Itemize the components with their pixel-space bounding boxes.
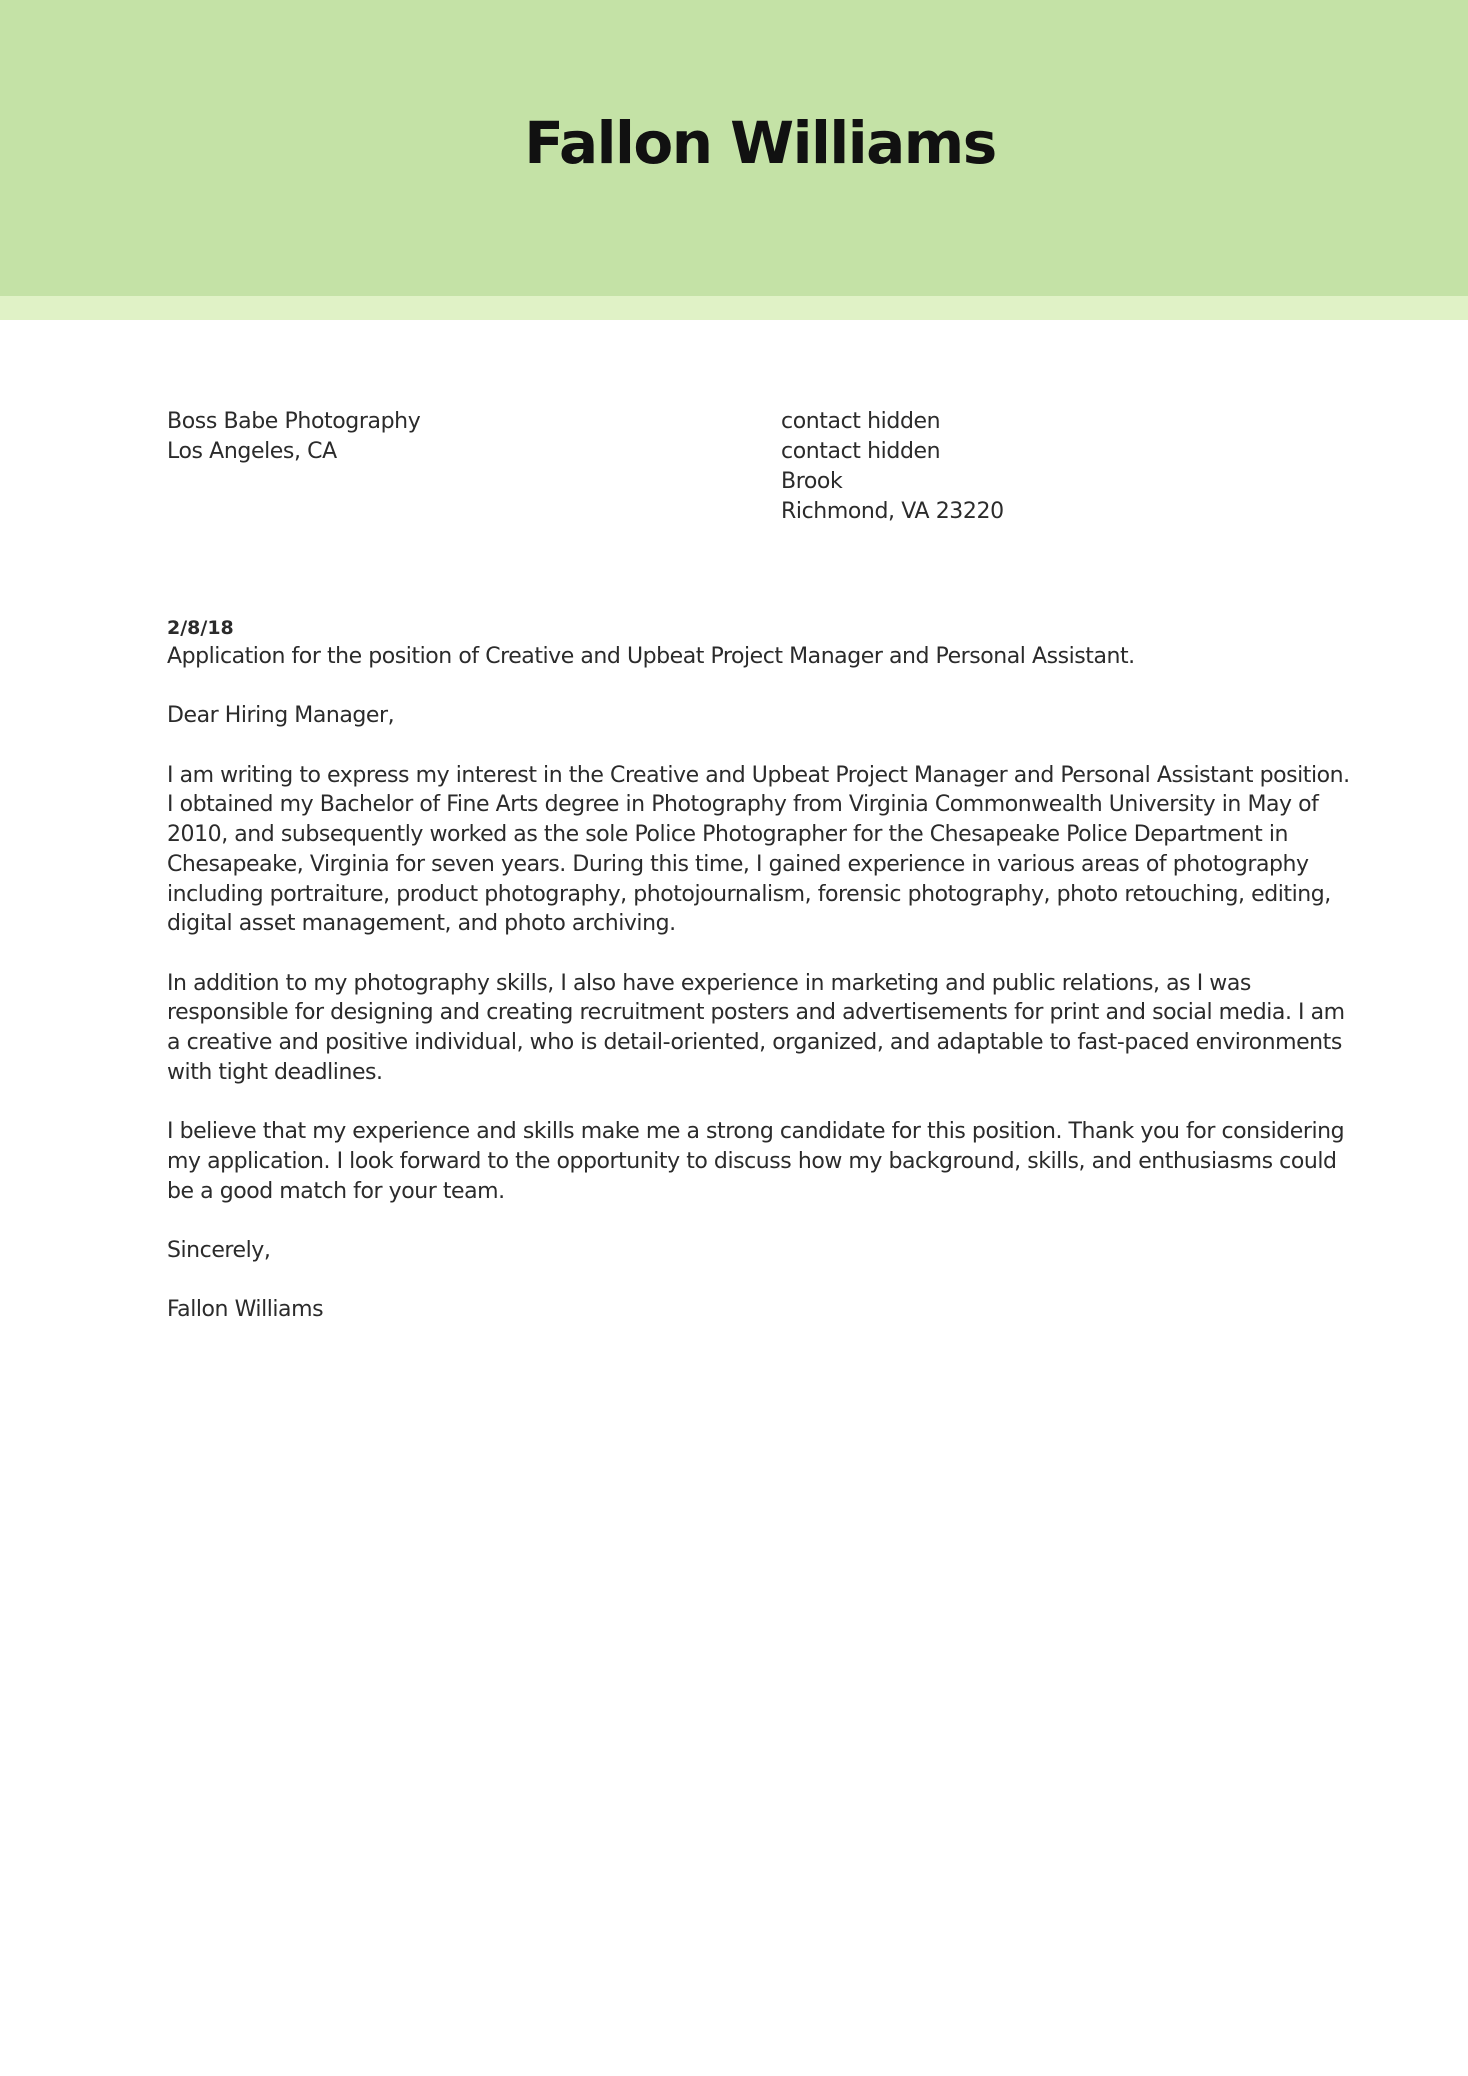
sender-city-state-zip: Richmond, VA 23220 — [781, 499, 1004, 524]
sender-street: Brook — [781, 469, 843, 494]
letter-closing: Sincerely, — [167, 1237, 271, 1263]
letter-body — [167, 614, 1357, 1325]
recipient-company: Boss Babe Photography — [167, 409, 421, 434]
sender-address — [781, 407, 1004, 527]
recipient-location: Los Angeles, CA — [167, 439, 337, 464]
letter-date: 2/8/18 — [167, 617, 234, 639]
sender-contact-1: contact hidden — [781, 409, 941, 434]
letter-paragraph-3: I believe that my experience and skills make me a strong candidate for this position. Thank you for considering my application. I look forward to the opportunity to discuss how my background, skills, and enthusiasms could be a good match for your team. — [167, 1119, 1345, 1204]
letter-paragraph-1: I am writing to express my interest in the Creative and Upbeat Project Manager and Personal Assistant position. I obtained my Bachelor of Fine Arts degree in Photography from Virginia Commonwealth University in May of 2010, and subsequently worked as the sole Police Photographer for the Chesapeake Police Department in Chesapeake, Virginia for seven years. During this time, I gained experience in various areas of photography including portraiture, product photography, photojournalism, forensic photography, photo retouching, editing, digital asset management, and photo archiving. — [167, 762, 1350, 937]
letter-salutation: Dear Hiring Manager, — [167, 703, 395, 729]
applicant-name-title: Fallon Williams — [524, 109, 996, 177]
letter-signature: Fallon Williams — [167, 1297, 324, 1323]
header-accent-strip — [0, 296, 1468, 320]
letter-subject: Application for the position of Creative and Upbeat Project Manager and Personal Assistant. — [167, 644, 1135, 669]
header-band — [0, 0, 1468, 296]
sender-contact-2: contact hidden — [781, 439, 941, 464]
recipient-address — [167, 407, 420, 467]
letter-paragraph-2: In addition to my photography skills, I also have experience in marketing and public relations, as I was responsible for designing and creating recruitment posters and advertisements for print and social media. I am a creative and positive individual, who is detail-oriented, organized, and adaptable to fast-paced environments with tight deadlines. — [167, 970, 1345, 1085]
